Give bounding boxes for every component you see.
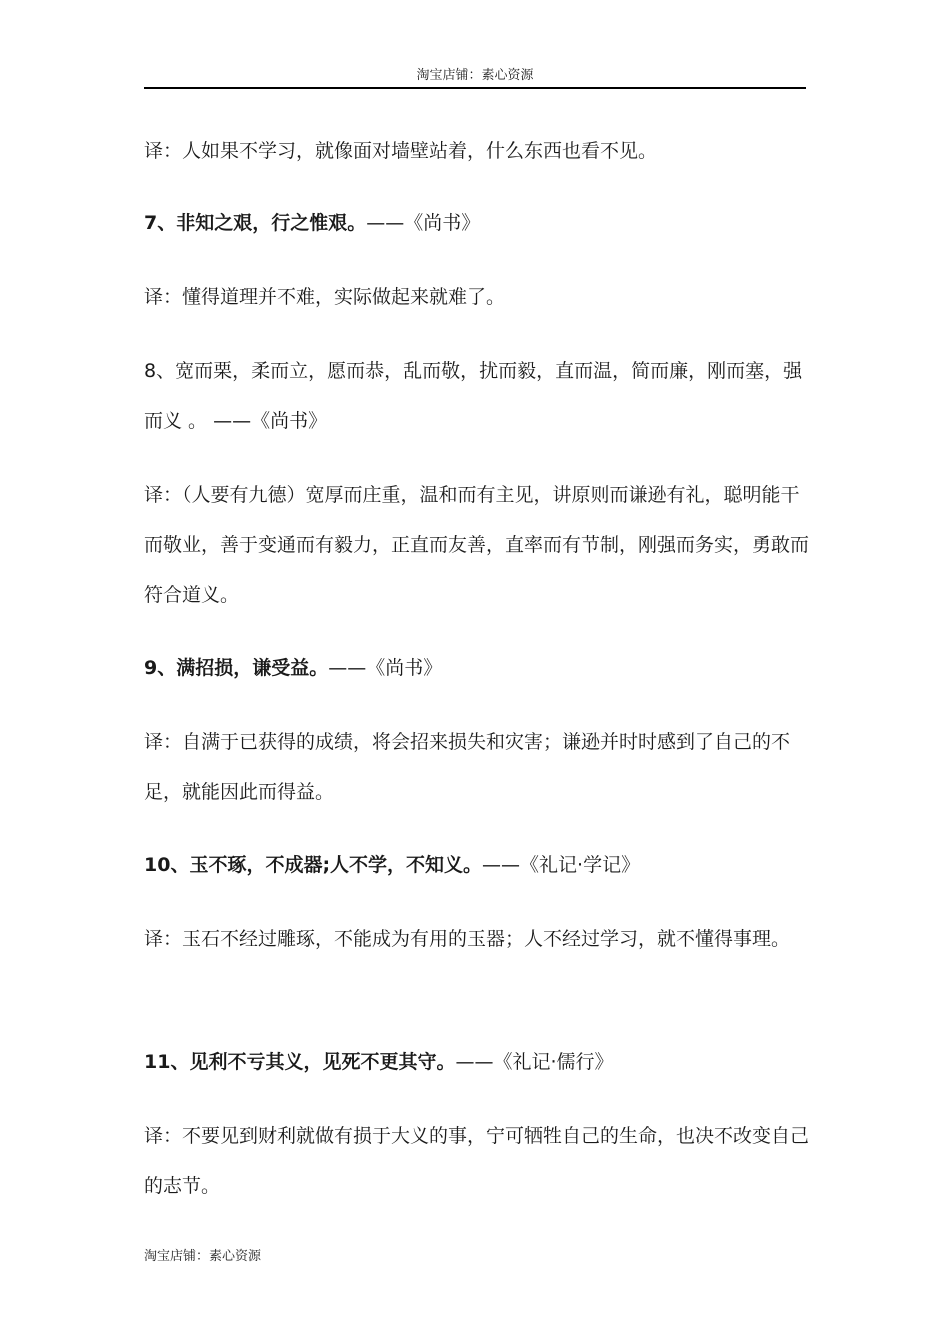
quote-9 <box>144 643 810 693</box>
page-header: 淘宝店铺：素心资源 <box>144 66 806 89</box>
quote-10 <box>144 840 810 890</box>
quote-8: 8、宽而栗，柔而立，愿而恭，乱而敬，扰而毅，直而温，简而廉，刚而塞，强而义 。 ——《尚书》 <box>144 360 803 432</box>
quote-9-text: 9、满招损，谦受益。 <box>144 657 329 679</box>
translation-6: 译：人如果不学习，就像面对墙壁站着，什么东西也看不见。 <box>144 140 658 162</box>
quote-11-text: 11、见利不亏其义，见死不更其守。 <box>144 1051 456 1073</box>
quote-9-source: ——《尚书》 <box>328 657 443 679</box>
quote-7-text: 7、非知之艰，行之惟艰。 <box>144 212 367 234</box>
quote-10-text: 10、玉不琢，不成器;人不学，不知义。 <box>144 854 483 876</box>
translation-7: 译：懂得道理并不难，实际做起来就难了。 <box>144 286 506 308</box>
quote-7-source: ——《尚书》 <box>366 212 481 234</box>
translation-9: 译：自满于已获得的成绩，将会招来损失和灾害；谦逊并时时感到了自己的不足，就能因此而得益。 <box>144 731 791 803</box>
quote-11-source: ——《礼记·儒行》 <box>455 1051 614 1073</box>
quote-7 <box>144 198 810 248</box>
translation-8: 译：（人要有九德）宽厚而庄重，温和而有主见，讲原则而谦逊有礼，聪明能干而敬业，善于变通而有毅力，正直而友善，直率而有节制，刚强而务实，勇敢而符合道义。 <box>144 484 810 606</box>
translation-11: 译：不要见到财利就做有损于大义的事，宁可牺牲自己的生命，也决不改变自己的志节。 <box>144 1125 810 1197</box>
translation-10: 译：玉石不经过雕琢，不能成为有用的玉器；人不经过学习，就不懂得事理。 <box>144 928 791 950</box>
quote-10-source: ——《礼记·学记》 <box>482 854 641 876</box>
quote-11 <box>144 1037 810 1087</box>
page-footer: 淘宝店铺：素心资源 <box>144 1249 262 1264</box>
